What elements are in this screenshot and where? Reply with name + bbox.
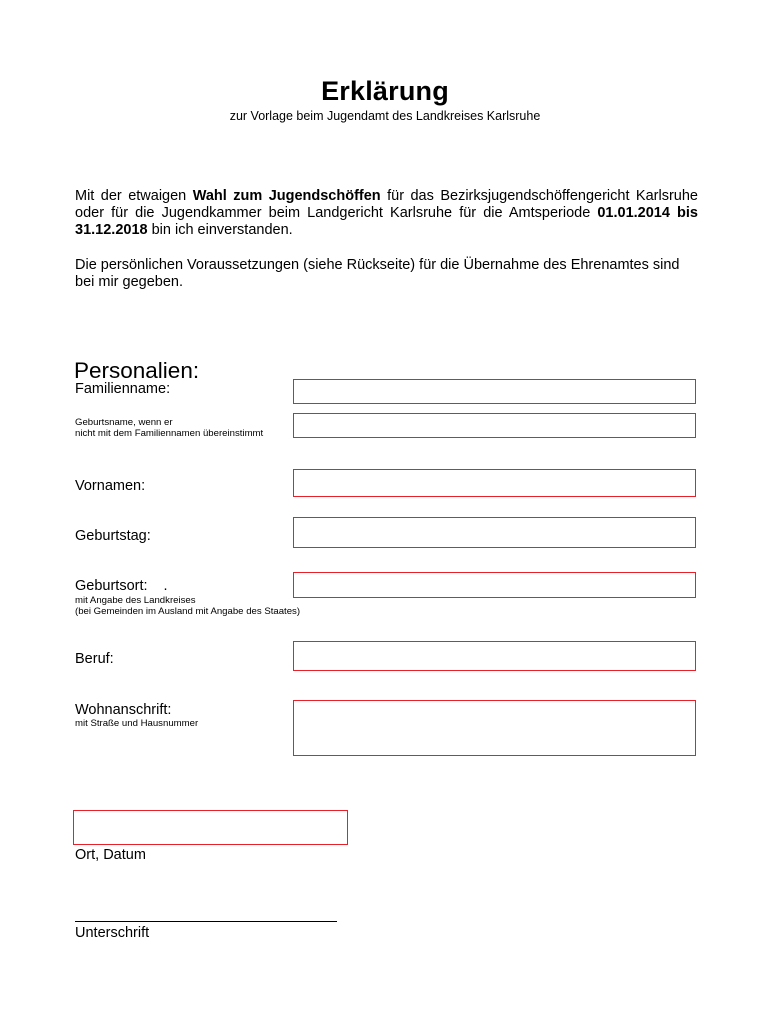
requirements-paragraph: Die persönlichen Voraussetzungen (siehe Rückseite) für die Übernahme des Ehrenamtes sind bei mir gegeben. bbox=[75, 257, 680, 291]
geburtsname-field[interactable] bbox=[293, 413, 696, 438]
vornamen-label: Vornamen: bbox=[75, 478, 146, 494]
geburtsname-label-line2: nicht mit dem Familiennamen übereinstimmt bbox=[75, 428, 264, 440]
beruf-label: Beruf: bbox=[75, 651, 114, 667]
geburtsort-hint-line2: (bei Gemeinden im Ausland mit Angabe des Staates) bbox=[75, 606, 301, 618]
wohnanschrift-field[interactable] bbox=[293, 700, 696, 756]
declaration-bold-period: 01.01.2014 bis 31.12.2018 bbox=[75, 205, 698, 239]
page-title: Erklärung bbox=[321, 76, 449, 106]
wohnanschrift-hint: mit Straße und Hausnummer bbox=[75, 718, 199, 729]
geburtstag-field[interactable] bbox=[293, 517, 696, 548]
geburtsname-label-line1: Geburtsname, wenn er bbox=[75, 417, 173, 428]
geburtsort-field[interactable] bbox=[293, 572, 696, 598]
declaration-text: für das Bezirksjugendschöffengericht Karlsruhe oder für die Jugendkammer beim Landgericht Karlsruhe für die Amtsperiode bbox=[75, 188, 698, 222]
signature-line bbox=[75, 921, 337, 922]
ort-datum-label: Ort, Datum bbox=[75, 847, 146, 863]
geburtsort-hint-line1: mit Angabe des Landkreises bbox=[75, 595, 196, 606]
page-subtitle: zur Vorlage beim Jugendamt des Landkreises Karlsruhe bbox=[229, 109, 541, 123]
geburtsort-hint bbox=[75, 595, 300, 617]
geburtsort-label-dot: . bbox=[163, 578, 168, 594]
familienname-field[interactable] bbox=[293, 379, 696, 404]
familienname-label: Familienname: bbox=[75, 381, 171, 397]
unterschrift-label: Unterschrift bbox=[75, 925, 150, 941]
declaration-paragraph bbox=[75, 188, 698, 240]
ort-datum-field[interactable] bbox=[73, 810, 348, 845]
vornamen-field[interactable] bbox=[293, 469, 696, 497]
geburtsname-label bbox=[75, 417, 263, 439]
declaration-bold-election: Wahl zum Jugendschöffen bbox=[192, 188, 381, 204]
personalien-heading: Personalien: bbox=[74, 358, 200, 383]
geburtsort-label bbox=[75, 578, 168, 594]
geburtstag-label: Geburtstag: bbox=[75, 528, 151, 544]
declaration-text: Mit der etwaigen bbox=[75, 188, 193, 204]
geburtsort-label-text: Geburtsort: bbox=[75, 578, 148, 594]
beruf-field[interactable] bbox=[293, 641, 696, 671]
declaration-text: bin ich einverstanden. bbox=[147, 222, 293, 239]
wohnanschrift-label: Wohnanschrift: bbox=[75, 702, 172, 718]
